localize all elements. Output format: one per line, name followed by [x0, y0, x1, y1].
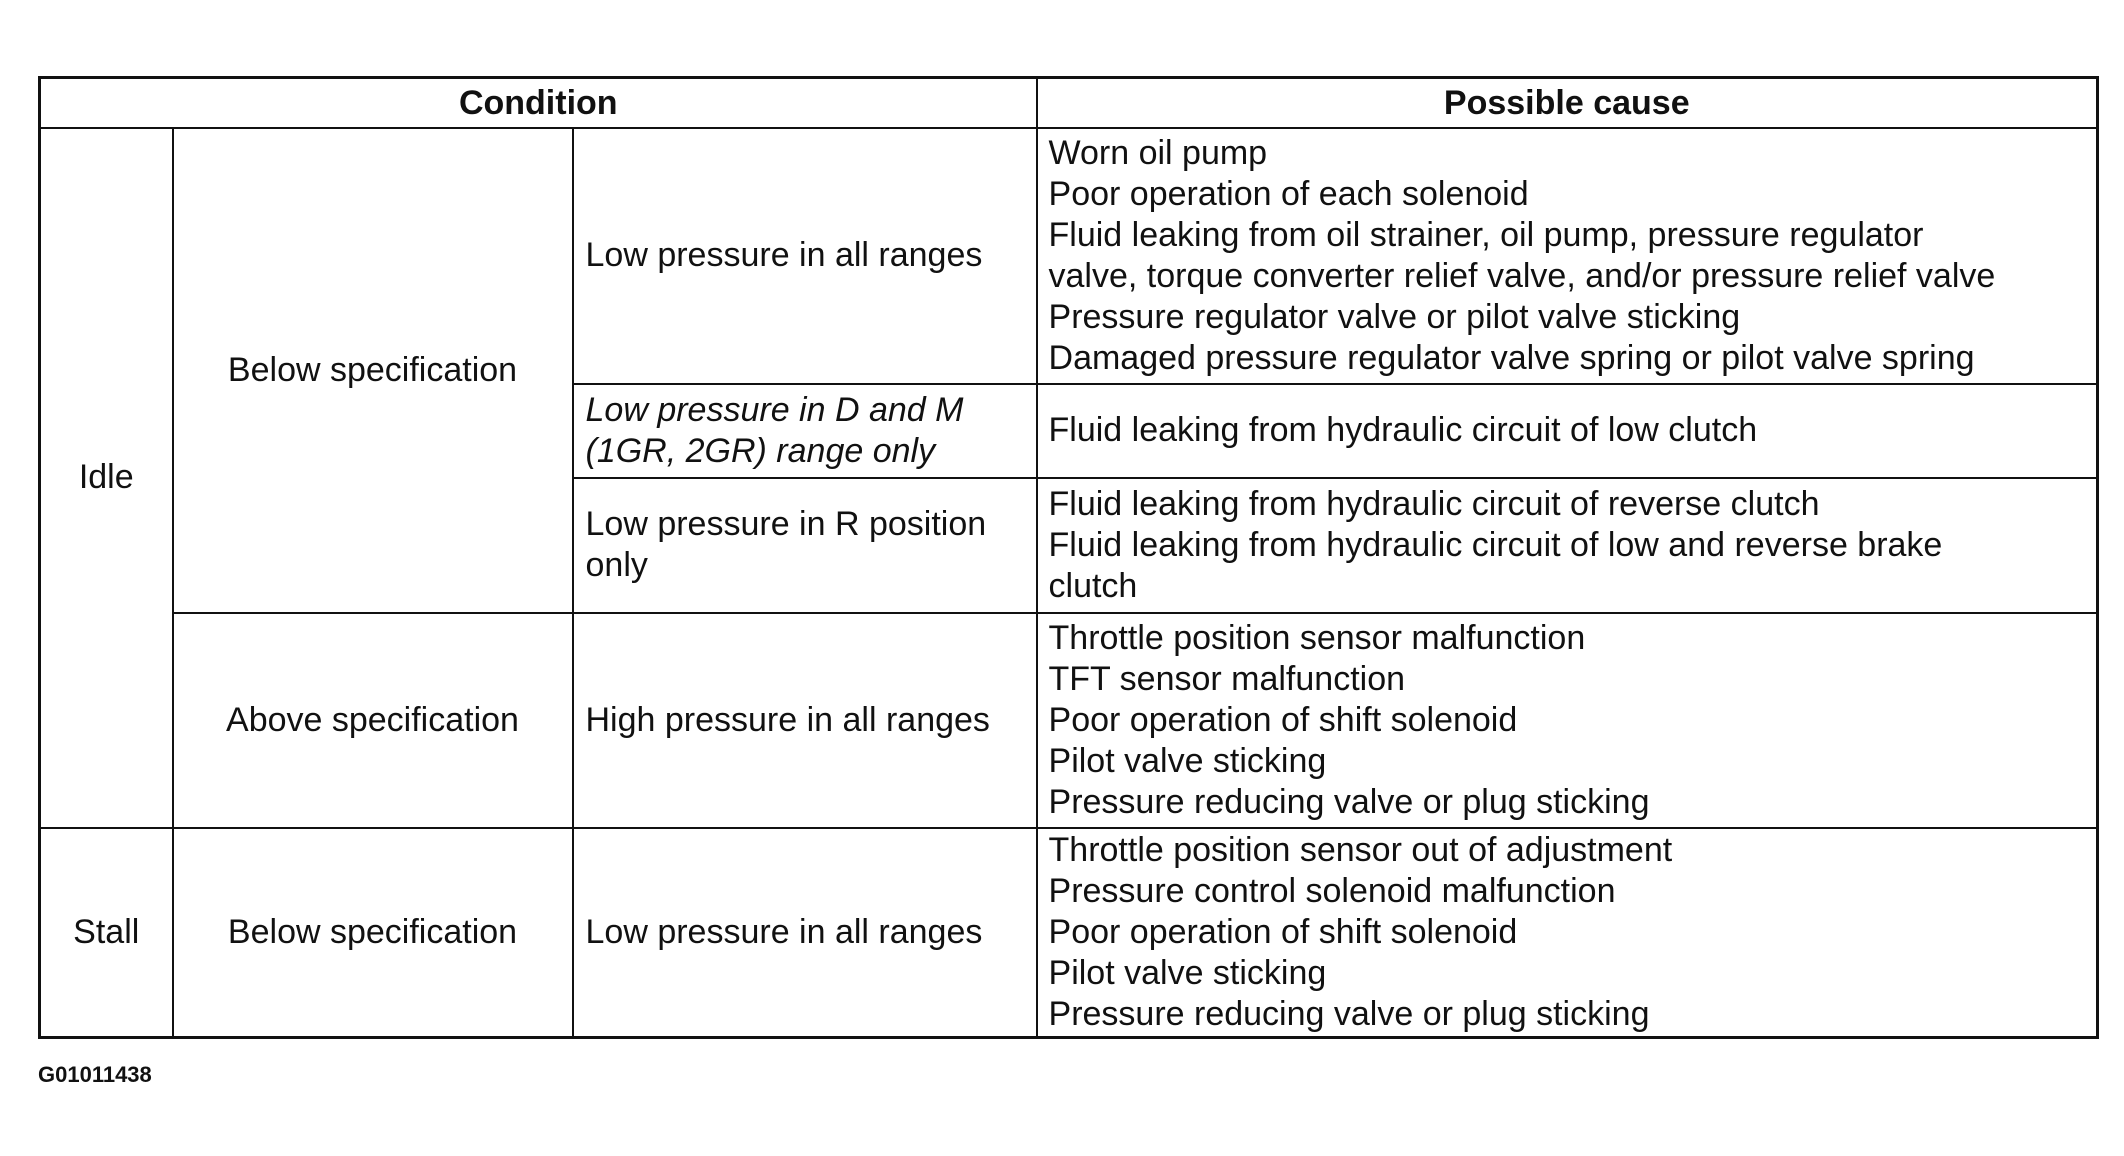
level-cell: Above specification	[173, 613, 573, 828]
cause-line: Pressure reducing valve or plug sticking	[1048, 782, 1650, 821]
cause-line: Pressure regulator valve or pilot valve sticking	[1048, 297, 1741, 336]
pressure-cell: Low pressure in D and M (1GR, 2GR) range only	[573, 384, 1037, 478]
pressure-cell: Low pressure in R position only	[573, 478, 1037, 613]
table-row	[40, 828, 2098, 1038]
cause-line: Pressure control solenoid malfunction	[1048, 871, 1616, 910]
cause-cell	[1037, 478, 2098, 613]
cause-cell	[1037, 613, 2098, 828]
cause-cell	[1037, 384, 2098, 478]
table-row	[40, 128, 2098, 384]
cause-line: Fluid leaking from hydraulic circuit of reverse clutch	[1048, 484, 1820, 523]
cause-line: Worn oil pump	[1048, 133, 1268, 172]
pressure-cell: Low pressure in all ranges	[573, 128, 1037, 384]
cause-line: Poor operation of shift solenoid	[1048, 700, 1518, 739]
level-cell: Below specification	[173, 828, 573, 1038]
header-condition: Condition	[40, 78, 1037, 128]
pressure-cell: Low pressure in all ranges	[573, 828, 1037, 1038]
state-cell-idle: Idle	[40, 128, 173, 828]
cause-line: Pilot valve sticking	[1048, 953, 1327, 992]
cause-line: clutch	[1048, 566, 1138, 605]
level-cell: Below specification	[173, 128, 573, 613]
cause-line: Poor operation of shift solenoid	[1048, 912, 1518, 951]
diagnosis-table	[38, 76, 2099, 1039]
cause-line: Fluid leaking from hydraulic circuit of low clutch	[1048, 411, 1758, 449]
cause-line: Poor operation of each solenoid	[1048, 174, 1529, 213]
cause-line: Fluid leaking from oil strainer, oil pump, pressure regulator	[1048, 215, 1924, 254]
cause-cell	[1037, 828, 2098, 1038]
cause-line: Throttle position sensor malfunction	[1048, 618, 1586, 657]
cause-line: TFT sensor malfunction	[1048, 659, 1406, 698]
pressure-cell: High pressure in all ranges	[573, 613, 1037, 828]
state-cell-stall: Stall	[40, 828, 173, 1038]
table-row	[40, 613, 2098, 828]
cause-line: Fluid leaking from hydraulic circuit of low and reverse brake	[1048, 525, 1943, 564]
cause-line: valve, torque converter relief valve, and/or pressure relief valve	[1048, 256, 1996, 295]
cause-line: Pressure reducing valve or plug sticking	[1048, 994, 1650, 1033]
cause-cell	[1037, 128, 2098, 384]
header-possible-cause: Possible cause	[1037, 78, 2098, 128]
header-row	[40, 78, 2098, 128]
figure-code: G01011438	[38, 1062, 152, 1087]
cause-line: Damaged pressure regulator valve spring or pilot valve spring	[1048, 338, 1975, 377]
cause-line: Pilot valve sticking	[1048, 741, 1327, 780]
cause-line: Throttle position sensor out of adjustment	[1048, 830, 1673, 869]
